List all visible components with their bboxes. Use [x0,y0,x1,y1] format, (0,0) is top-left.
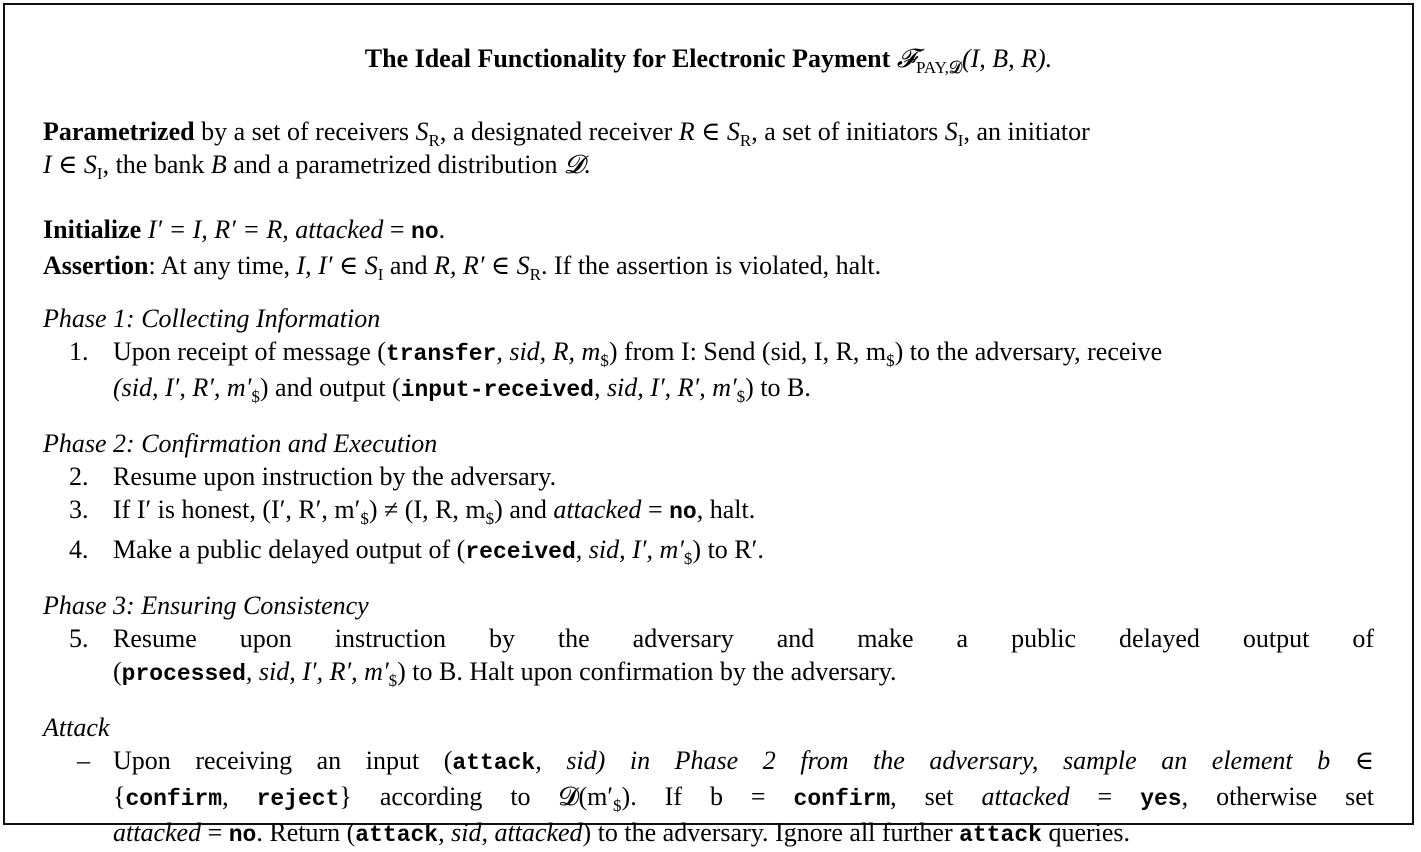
param-text: . [583,150,591,179]
title-text: The Ideal Functionality for Electronic Payment [364,44,897,73]
attack-line-2 [113,780,1374,816]
step-text: ) and [494,495,554,524]
param-math: B [210,150,227,179]
param-text: , an initiator [963,117,1090,146]
attack-text: Upon receiving an input ( [113,746,453,775]
param-sub: R [428,131,440,151]
attack-keyword: attack [452,750,536,776]
assert-math: I, I′ ∈ S [296,251,378,280]
step-math: , sid, I′, R′, m′ [245,657,389,686]
step-3 [43,493,1374,529]
phase2-steps [43,460,1374,569]
parametrized-label: Parametrized [43,117,195,146]
step-keyword: input-received [400,377,594,403]
init-text: = [383,215,412,244]
initialize-line [43,213,1374,249]
step-sub: $ [388,671,398,691]
step-text: = [641,495,670,524]
step-number: 2. [69,462,89,491]
functionality-symbol: 𝓕 [896,44,916,73]
step-text: Upon receipt of message ( [113,337,386,366]
step-sub: $ [485,509,495,529]
step-math: , sid, R, m [496,337,601,366]
param-math: I ∈ S [43,150,97,179]
step-text: Resume upon instruction by the adversary. [113,462,557,491]
functionality-args: (I, B, R). [961,44,1053,73]
step-1 [43,335,1374,407]
step-sub: $ [600,351,609,371]
param-text: by a set of receivers [194,117,416,146]
param-sub: I [957,131,964,151]
init-text: . [438,215,446,244]
attack-math: attacked [113,818,202,847]
phase3-steps [43,622,1374,691]
param-math: S [415,117,429,146]
box-content [43,5,1374,852]
attack-keyword: confirm [793,786,891,812]
step-text: ) to B. [745,373,811,402]
assert-text: and [383,251,434,280]
attack-dash: – [77,746,90,775]
attack-text: . Return ( [256,818,356,847]
init-assert-block [43,213,1374,285]
attack-text: ) to the adversary. Ignore all further [582,818,960,847]
step-keyword: no [669,499,697,525]
step-text: If I′ is honest, (I′, R′, m′ [113,495,361,524]
attack-heading: Attack [43,713,110,742]
step-sub: $ [360,509,369,529]
attack-keyword: yes [1140,786,1182,812]
attack-text: = [201,818,229,847]
attack-sub: $ [613,796,622,816]
attack-text: } according to 𝓓(m′ [339,782,614,811]
attack-text: ). If b = [621,782,794,811]
init-math: I′ = I, R′ = R, [141,215,296,244]
param-text: , a designated receiver [439,117,679,146]
step-sub: $ [886,351,895,371]
attack-keyword: attack [355,822,439,848]
phase2-heading: Phase 2: Confirmation and Execution [43,429,438,458]
attack-math: , sid) in Phase 2 from the adversary, sample an element b ∈ [535,746,1375,775]
phase3-heading: Phase 3: Ensuring Consistency [43,591,369,620]
step-math: , sid, I′, m′ [575,535,684,564]
assert-sub: R [529,265,541,285]
step-text: ) to B. Halt upon confirmation by the adversary. [397,657,897,686]
attack-text: { [113,782,126,811]
assert-text: . If the assertion is violated, halt. [541,251,882,280]
assert-math: R, R′ ∈ S [433,251,530,280]
step-sub: $ [251,387,260,407]
step-text: ) to R′. [692,535,764,564]
attack-math: attacked [494,818,583,847]
param-math: R ∈ S [678,117,740,146]
step-4 [43,533,1374,569]
functionality-box [3,3,1414,848]
step-number: 1. [69,337,89,366]
step-keyword: transfer [385,341,497,367]
step-text: Resume upon instruction by the adversary and make a public delayed output of [113,624,1374,653]
param-text: , the bank [102,150,211,179]
step-math: attacked [553,495,642,524]
attack-line-1 [113,744,1374,780]
attack-keyword: no [228,822,257,848]
step-number: 4. [69,535,89,564]
attack-line-3 [113,816,1374,852]
step-text: ( [113,657,122,686]
attack-text: = [1069,782,1141,811]
step-math: , sid, I′, R′, m′ [593,373,737,402]
param-text: , a set of initiators [751,117,945,146]
step-keyword: received [465,539,576,565]
step-text: ) from I: Send (sid, I, R, m [608,337,887,366]
param-sub: R [739,131,752,151]
step-sub: $ [683,549,693,569]
step-text: ) ≠ (I, R, m [368,495,486,524]
phase1-heading: Phase 1: Collecting Information [43,304,381,333]
attack-keyword: reject [256,786,340,812]
step-number: 5. [69,624,89,653]
attack-item [43,744,1374,852]
param-text: and a parametrized distribution [226,150,564,179]
page-title [43,42,1374,78]
attack-text: , set [890,782,982,811]
step-math: (sid, I′, R′, m′ [113,373,252,402]
assert-text: : At any time, [148,251,297,280]
step-keyword: processed [121,661,246,687]
init-keyword: no [411,219,439,245]
phase1-steps [43,335,1374,407]
param-sub: I [96,164,103,184]
assert-sub: I [377,265,384,285]
attack-math: attacked [981,782,1070,811]
step-2 [43,460,1374,493]
assertion-label: Assertion [43,251,149,280]
attack-text: , [222,782,257,811]
attack-keyword: confirm [125,786,223,812]
initialize-label: Initialize [43,215,142,244]
init-math: attacked [295,215,384,244]
step-5 [43,622,1374,691]
param-math: S [944,117,958,146]
step-text: ) to the adversary, receive [894,337,1163,366]
step-text: , halt. [696,495,756,524]
attack-text: , otherwise set [1181,782,1375,811]
step-sub: $ [736,387,746,407]
attack-keyword: attack [959,822,1042,848]
assertion-line [43,249,1374,285]
step-number: 3. [69,495,89,524]
attack-math: , sid, [438,818,495,847]
step-text: Make a public delayed output of ( [113,535,466,564]
parametrized-paragraph [43,115,1374,184]
attack-text: queries. [1041,818,1131,847]
functionality-subscript: PAY,𝓓 [915,58,962,78]
param-math: 𝓓 [563,150,584,179]
step-text: ) and output ( [259,373,401,402]
